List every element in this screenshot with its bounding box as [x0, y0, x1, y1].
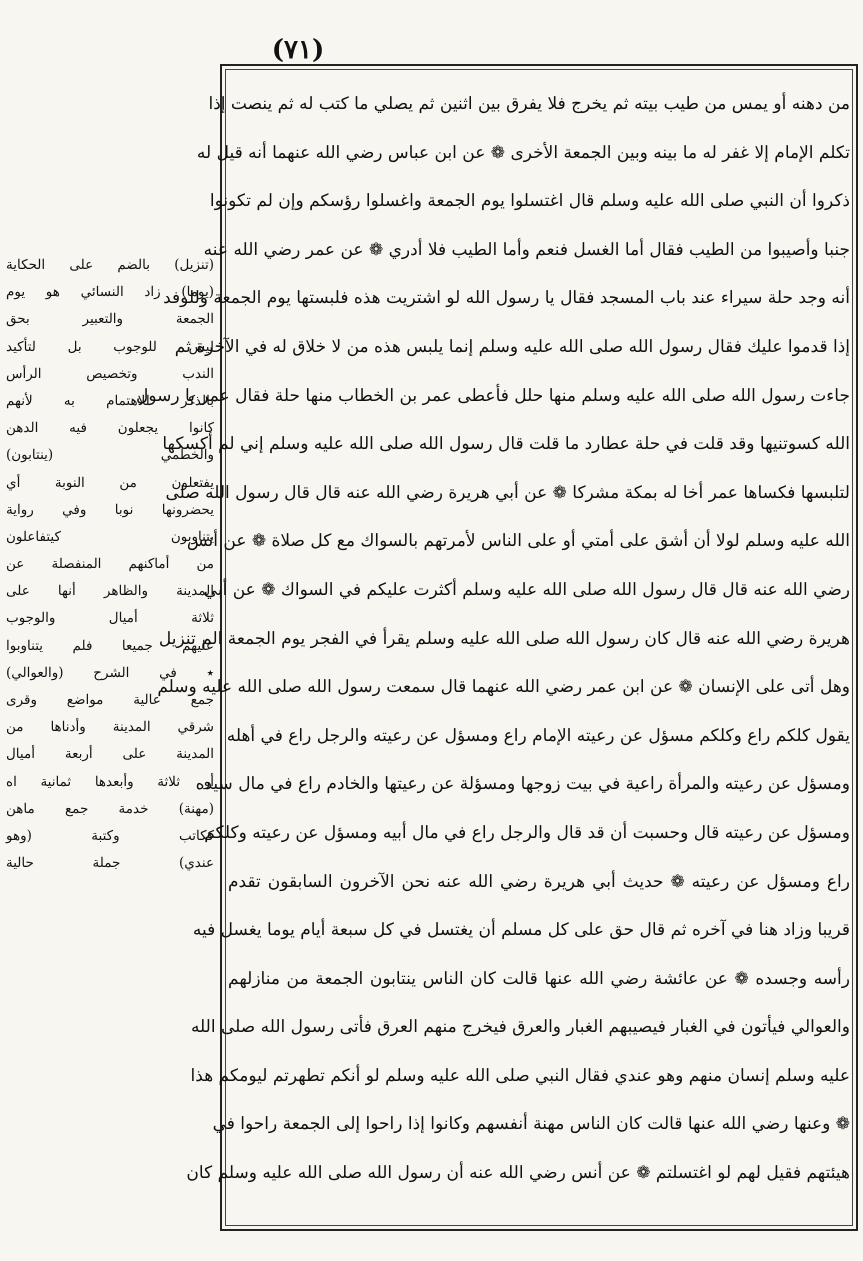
main-text-line: ومسؤل عن رعيته والمرأة راعية في بيت زوجها ومسؤلة عن رعيتها والخادم راع في مال سيده: [195, 774, 850, 795]
margin-note-line: يحضرونها نوبا وفي رواية: [6, 501, 214, 518]
margin-note-line: المدينة والظاهر أنها على: [6, 583, 214, 600]
margin-note-line: يفتعلون من النوبة أي: [6, 474, 214, 491]
main-text-line: وهل أتى على الإنسان ❁ عن ابن عمر رضي الله عنهما قال سمعت رسول الله صلى الله عليه وسلم: [157, 677, 850, 698]
margin-note-line: (مهنة) خدمة جمع ماهن: [6, 800, 214, 817]
margin-note-line: والخطمي (ينتابون): [6, 447, 214, 464]
main-text: [136, 80, 850, 1220]
main-text-line: رأسه وجسده ❁ عن عائشة رضي الله عنها قالت كان الناس ينتابون الجمعة من منازلهم: [228, 968, 850, 989]
margin-note-line: شرقي المدينة وأدناها من: [6, 719, 214, 736]
margin-note-line: ليس للوجوب بل لتأكيد: [6, 338, 214, 355]
margin-note-line: الندب وتخصيص الرأس: [6, 365, 214, 382]
margin-note-line: عندي) جملة حالية: [6, 855, 214, 872]
main-text-line: هيئتهم فقيل لهم لو اغتسلتم ❁ عن أنس رضي الله عنه أن رسول الله صلى الله عليه وسلم كان: [186, 1163, 850, 1184]
main-text-line: ومسؤل عن رعيته قال وحسبت أن قد قال والرجل راع في مال أبيه ومسؤل عن رعيته وكلكم: [204, 822, 850, 843]
page-number: (٧١): [271, 35, 325, 65]
main-text-line: والعوالي فيأتون في الغبار فيصيبهم الغبار والعرق فيخرج منهم العرق فأتى رسول الله صلى الله: [190, 1017, 850, 1038]
main-text-line: هريرة رضي الله عنه قال كان رسول الله صلى الله عليه وسلم يقرأ في الفجر يوم الجمعة الم تنزيل: [158, 628, 850, 649]
margin-note-line: يتناوبون كيتفاعلون: [6, 528, 214, 545]
main-text-line: جنبا وأصيبوا من الطيب فقال أما الغسل فنعم وأما الطيب فلا أدري ❁ عن عمر رضي الله عنه: [203, 239, 850, 260]
main-text-line: قريبا وزاد هنا في آخره ثم قال حق على كل مسلم أن يغتسل في كل سبعة أيام يوما يغسل فيه: [192, 920, 850, 941]
margin-note-line: (تنزيل) بالضم على الحكاية: [6, 257, 214, 273]
main-text-line: من دهنه أو يمس من طيب بيته ثم يخرج فلا يفرق بين اثنين ثم يصلي ما كتب له ثم ينصت إذا: [208, 94, 850, 114]
margin-note-line: جمع عالية مواضع وقرى: [6, 692, 214, 708]
main-text-line: الله كسوتنيها وقد قلت في حلة عطارد ما قلت قال رسول الله صلى الله عليه وسلم إني لم أكسكها: [162, 434, 850, 455]
main-text-line: الله عليه وسلم لولا أن أشق على أمتي أو على الناس لأمرتهم بالسواك مع كل صلاة ❁ عن أنس: [186, 531, 850, 552]
main-text-line: راع ومسؤل عن رعيته ❁ حديث أبي هريرة رضي الله عنه نحن الآخرون السابقون تقدم: [228, 871, 850, 892]
margin-note-line: أو ثلاثة وأبعدها ثمانية اه: [6, 773, 214, 790]
margin-note-line: ثلاثة أميال والوجوب: [6, 610, 214, 627]
main-text-line: أنه وجد حلة سيراء عند باب المسجد فقال يا رسول الله لو اشتريت هذه فلبستها يوم الجمعة وللوفد: [163, 288, 850, 309]
margin-note-line: كانوا يجعلون فيه الدهن: [6, 420, 214, 437]
main-text-line: إذا قدموا عليك فقال رسول الله صلى الله عليه وسلم إنما يلبس هذه من لا خلاق له في الآخرة ثم: [174, 336, 850, 357]
margin-note-line: الجمعة والتعبير بحق: [6, 311, 214, 328]
main-text-line: لتلبسها فكساها عمر أخا له بمكة مشركا ❁ عن أبي هريرة رضي الله عنه قال قال رسول الله صلى: [165, 482, 850, 503]
margin-note-line: ككاتب وكتبة (وهو: [6, 827, 214, 844]
margin-note-line: (يوما) زاد النسائي هو يوم: [6, 284, 214, 301]
margin-note-line: بالذكر للاهتمام به لأنهم: [6, 392, 214, 409]
margin-notes: [6, 252, 214, 962]
margin-note-line: عليهم جميعا فلم يتناوبوا: [6, 637, 214, 654]
margin-note-line: المدينة على أربعة أميال: [6, 746, 214, 763]
margin-note-line: من أماكنهم المنفصلة عن: [6, 556, 214, 573]
main-text-line: ❁ وعنها رضي الله عنها قالت كان الناس مهنة أنفسهم وكانوا إذا راحوا إلى الجمعة راحوا في: [212, 1114, 850, 1135]
main-text-line: جاءت رسول الله صلى الله عليه وسلم منها حلل فأعطى عمر بن الخطاب منها حلة فقال عمر يا رسول: [136, 385, 850, 406]
main-text-line: عليه وسلم إنسان منهم وهو عندي فقال النبي صلى الله عليه وسلم لو أنكم تطهرتم ليومكم هذا: [190, 1065, 850, 1086]
margin-note-line: ٭ في الشرح (والعوالي): [6, 664, 214, 681]
main-text-line: ذكروا أن النبي صلى الله عليه وسلم قال اغتسلوا يوم الجمعة واغسلوا رؤسكم وإن لم تكونوا: [209, 191, 850, 212]
main-text-line: تكلم الإمام إلا غفر له ما بينه وبين الجمعة الأخرى ❁ عن ابن عباس رضي الله عنهما أنه قيل له: [196, 142, 850, 163]
main-text-line: رضي الله عنه قال قال رسول الله صلى الله عليه وسلم أكثرت عليكم في السواك ❁ عن أبي: [203, 579, 850, 600]
main-text-line: يقول كلكم راع وكلكم مسؤل عن رعيته الإمام راع ومسؤل عن رعيته والرجل راع في أهله: [226, 725, 850, 746]
